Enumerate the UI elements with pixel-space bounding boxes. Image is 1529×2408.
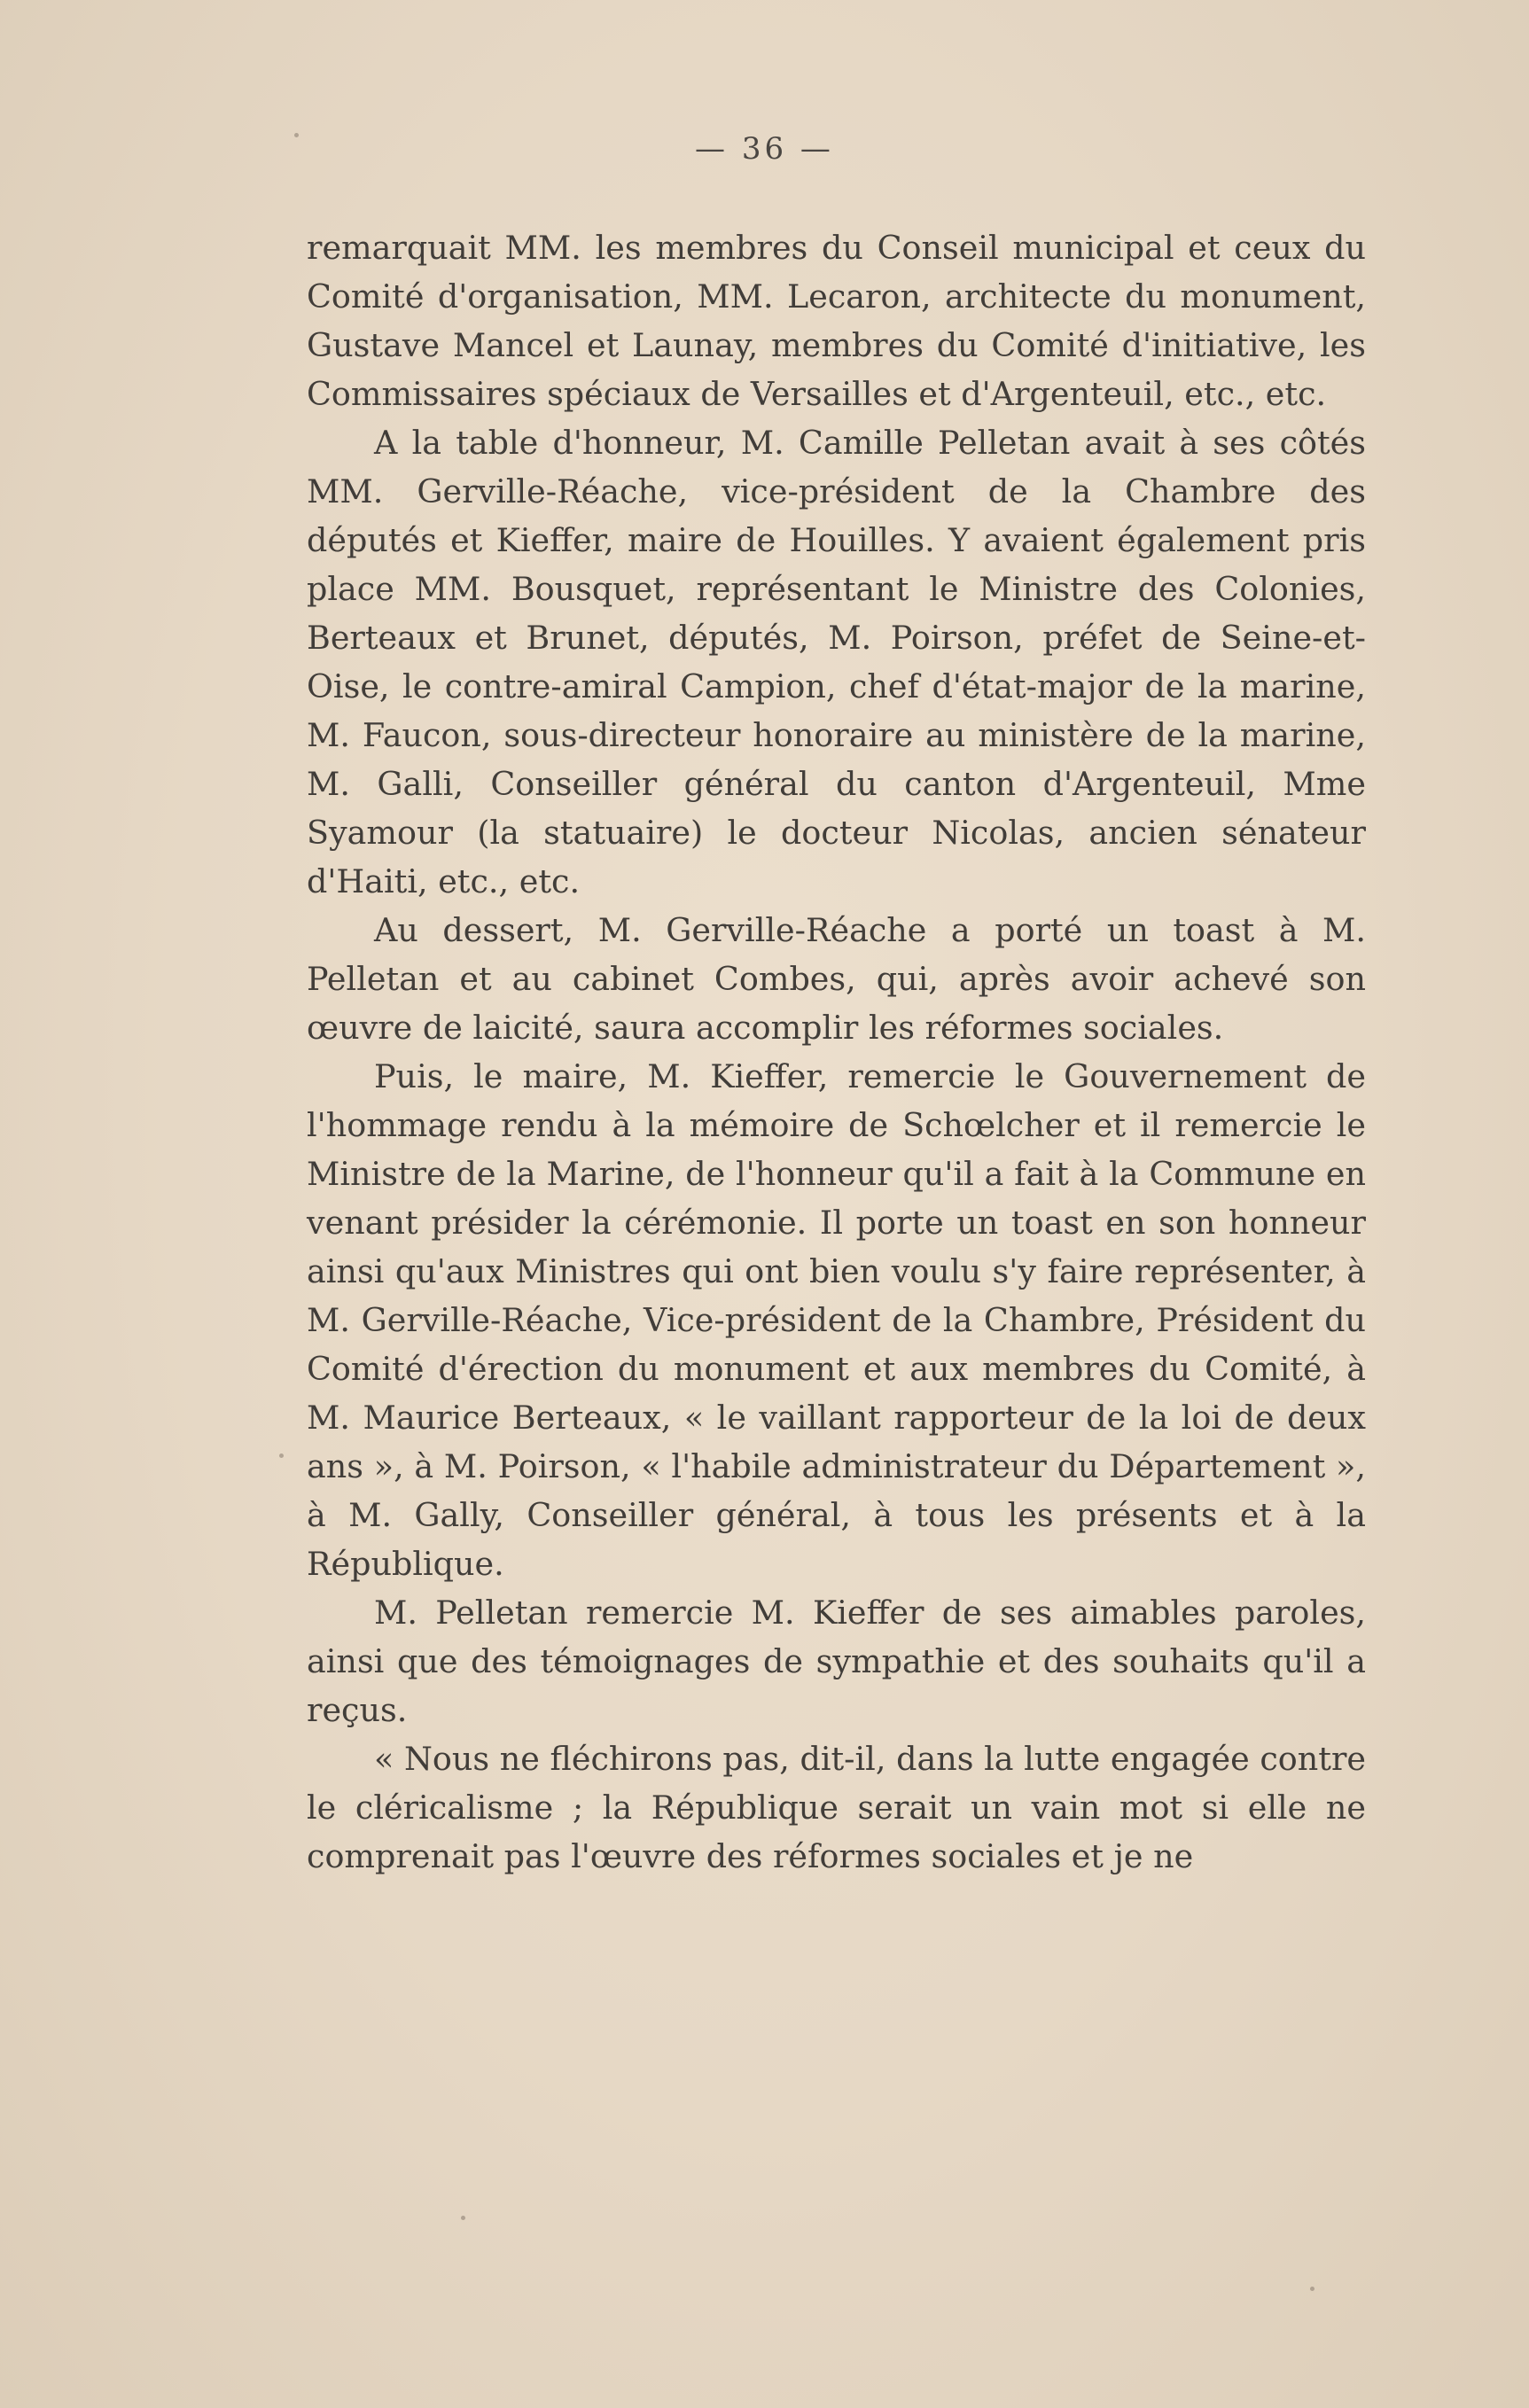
page-number: — 36 — [695, 131, 834, 167]
paragraph-dessert-toast: Au dessert, M. Gerville-Réache a porté un toast à M. Pelletan et au cabinet Combes, qui, après avoir achevé son œuvre de laicité, saura accomplir les réformes sociales. [307, 911, 1366, 1047]
paper-speck [461, 2216, 465, 2220]
paper-speck [1310, 2287, 1314, 2291]
paragraph-guests-list: remarquait MM. les membres du Conseil municipal et ceux du Comité d'organisation, MM. Lecaron, architecte du monument, Gustave Mancel et Launay, membres du Comité d'initiative, les Commissaires spéciaux de Versailles et d'Argenteuil, etc., etc. [307, 229, 1366, 413]
paper-speck [279, 1453, 284, 1458]
paragraph-mayor-speech: Puis, le maire, M. Kieffer, remercie le Gouvernement de l'hommage rendu à la mémoire de Schœlcher et il remercie le Ministre de la Marine, de l'honneur qu'il a fait à la Commune en venant présider la cérémonie. Il porte un toast en son honneur ainsi qu'aux Ministres qui ont bien voulu s'y faire représenter, à M. Gerville-Réache, Vice-président de la Chambre, Président du Comité d'érection du monument et aux membres du Comité, à M. Maurice Berteaux, « le vaillant rapporteur de la loi de deux ans », à M. Poirson, « l'habile administrateur du Département », à M. Gally, Conseiller général, à tous les présents et à la République. [307, 1057, 1366, 1583]
paragraph-pelletan-thanks: M. Pelletan remercie M. Kieffer de ses aimables paroles, ainsi que des témoignages de sympathie et des souhaits qu'il a reçus. [307, 1594, 1366, 1729]
paper-speck [294, 133, 299, 137]
paragraph-table-of-honour: A la table d'honneur, M. Camille Pelletan avait à ses côtés MM. Gerville-Réache, vice-président de la Chambre des députés et Kieffer, maire de Houilles. Y avaient également pris place MM. Bousquet, représentant le Ministre des Colonies, Berteaux et Brunet, députés, M. Poirson, préfet de Seine-et-Oise, le contre-amiral Campion, chef d'état-major de la marine, M. Faucon, sous-directeur honoraire au ministère de la marine, M. Galli, Conseiller général du canton d'Argenteuil, Mme Syamour (la statuaire) le docteur Nicolas, ancien sénateur d'Haiti, etc., etc. [307, 424, 1366, 900]
body-text [307, 223, 1366, 1881]
paragraph-pelletan-quote: « Nous ne fléchirons pas, dit-il, dans la lutte engagée contre le cléricalisme ; la République serait un vain mot si elle ne comprenait pas l'œuvre des réformes sociales et je ne [307, 1740, 1366, 1875]
